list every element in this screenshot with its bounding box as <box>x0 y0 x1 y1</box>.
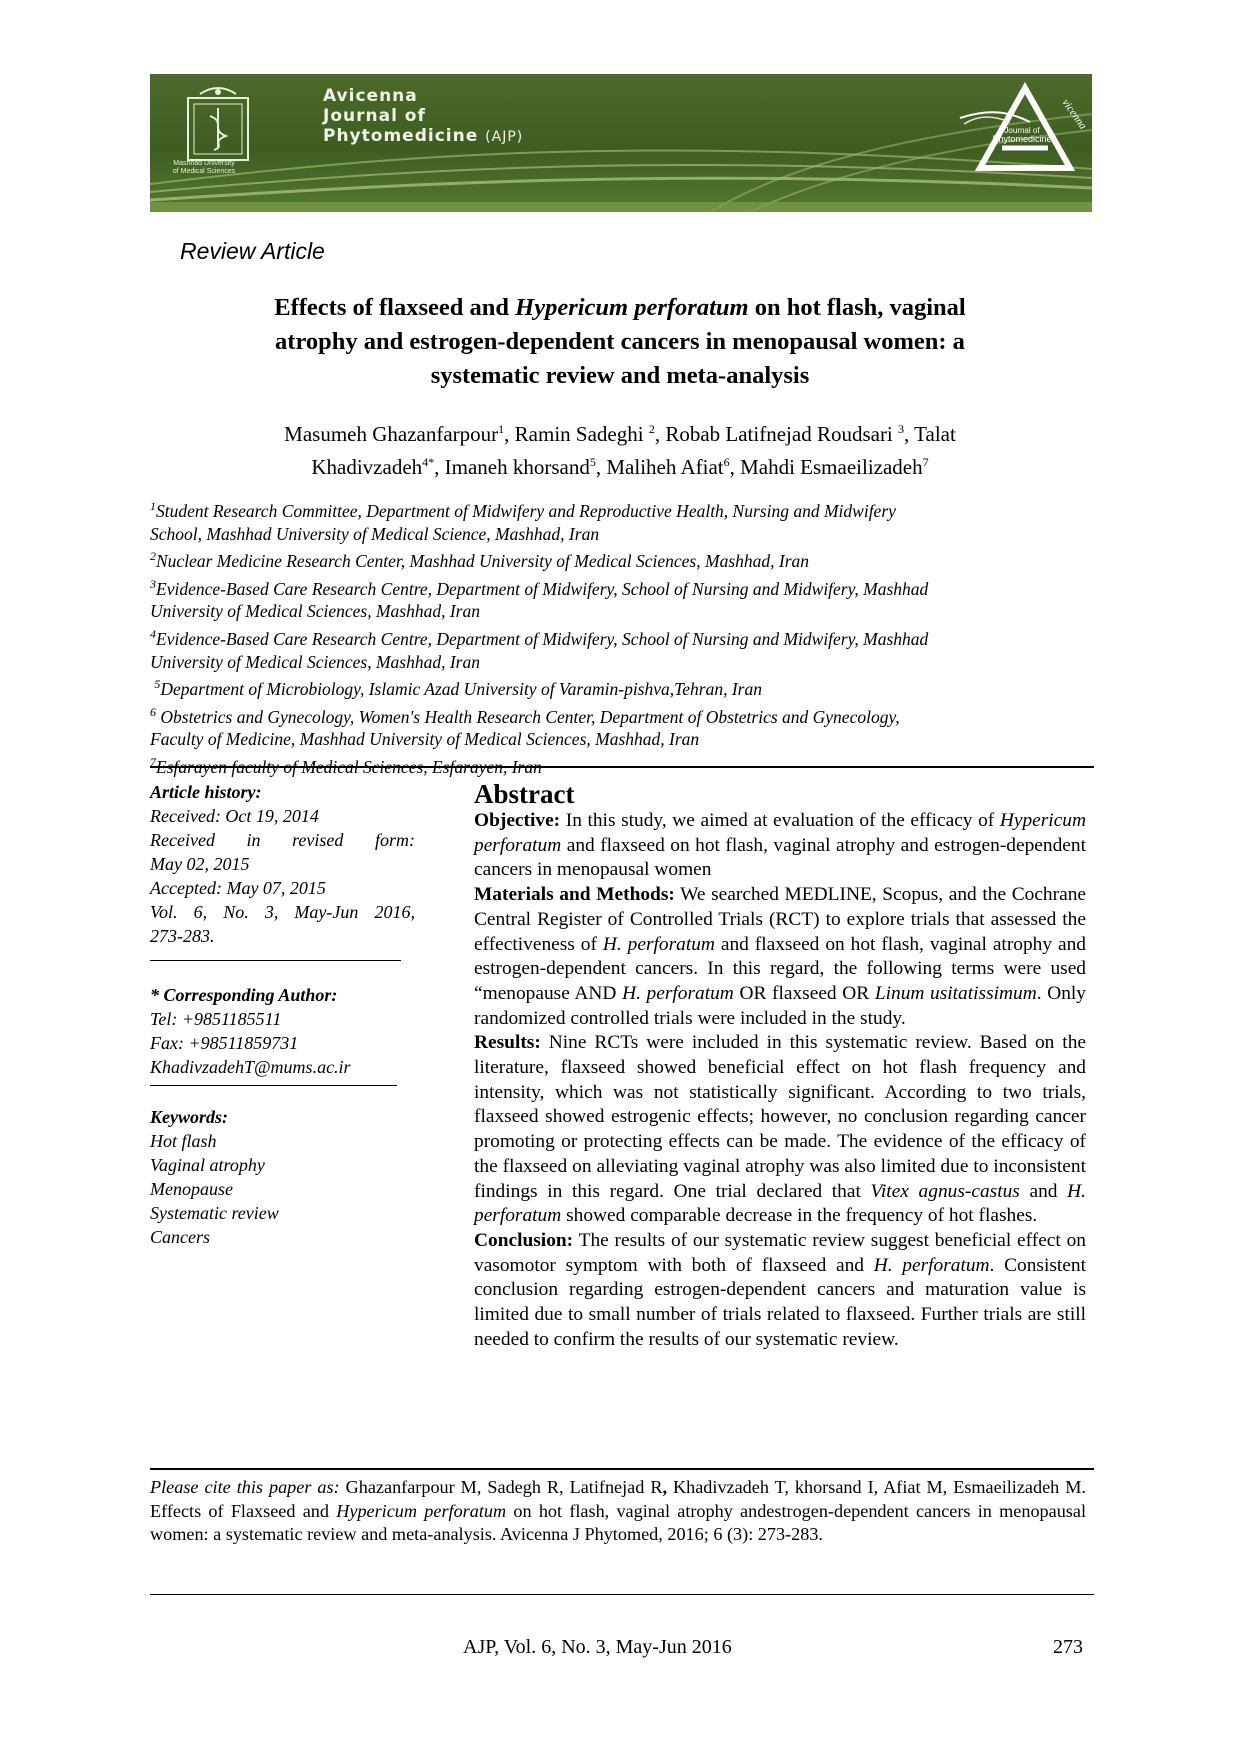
affiliation-item: $^6$ Obstetrics and Gynecology, Women's Health Research Center, Department of Obstetrics and Gynecology, <box>150 704 900 727</box>
volume-info: Vol. 6, No. 3, May-Jun 2016, <box>150 902 415 922</box>
sidebar-divider <box>150 960 401 961</box>
abstract-conclusion: Conclusion: The results of our systematic review suggest beneficial effect on vasomotor symptom with both of flaxseed and H. perforatum. Consistent conclusion regarding estrogen-dependent cancers and maturation value is limited due to small number of trials related to flaxseed. Further trials are still needed to confirm the results of our systematic review. <box>474 1229 1086 1350</box>
affiliation-item: University of Medical Sciences, Mashhad, Iran <box>150 651 480 672</box>
journal-banner <box>150 74 1092 212</box>
affiliation-item: $^2$Nuclear Medicine Research Center, Mashhad University of Medical Sciences, Mashhad, Iran <box>150 549 810 572</box>
journal-logo-arc-text: vicenna <box>1059 96 1089 132</box>
affiliation-item: $^7$Esfarayen faculty of Medical Sciences, Esfarayen, Iran <box>150 755 542 777</box>
author-name: Maliheh Afiat <box>606 455 724 479</box>
article-title: Effects of flaxseed and Hypericum perforatum on hot flash, vaginal atrophy and estrogen-dependent cancers in menopausal women: a systematic review and meta-analysis <box>274 294 966 389</box>
article-history-heading: Article history: <box>150 782 262 802</box>
article-type-label: Review Article <box>180 238 325 264</box>
affiliation-item: $^1$Student Research Committee, Department of Midwifery and Reproductive Health, Nursing and Midwifery <box>150 499 896 521</box>
keyword-item: Hot flash <box>150 1131 217 1151</box>
affiliation-item: $^5$Department of Microbiology, Islamic Azad University of Varamin-pishva,Tehran, Iran <box>154 677 762 700</box>
affiliation-item: University of Medical Sciences, Mashhad, Iran <box>150 601 480 622</box>
fax: Fax: +98511859731 <box>150 1033 299 1053</box>
affiliation-item: School, Mashhad University of Medical Science, Mashhad, Iran <box>150 523 600 544</box>
page-range: 273-283. <box>150 926 215 946</box>
email-link[interactable]: KhadivzadehT@mums.ac.ir <box>150 1057 351 1077</box>
telephone: Tel: +9851185511 <box>150 1009 282 1029</box>
affiliation-item: Faculty of Medicine, Mashhad University of Medical Sciences, Mashhad, Iran <box>150 729 700 750</box>
affiliation-item: $^3$Evidence-Based Care Research Centre, Department of Midwifery, School of Nursing and Midwifery, Mashhad <box>150 576 929 599</box>
received-date: Received: Oct 19, 2014 <box>150 806 319 826</box>
university-logo-text: Mashhad University of Medical Sciences <box>172 160 236 175</box>
author-name: Robab Latifnejad Roudsari <box>665 422 899 446</box>
abstract-heading: Abstract <box>474 779 575 809</box>
footer-journal-info: AJP, Vol. 6, No. 3, May-Jun 2016 <box>463 1636 732 1658</box>
author-name: Ramin Sadeghi <box>514 422 649 446</box>
keyword-item: Menopause <box>150 1179 233 1199</box>
section-divider <box>150 1468 1094 1470</box>
abstract-body <box>474 809 1086 1352</box>
sidebar-divider <box>150 1085 397 1086</box>
author-name: Mahdi Esmaeilizadeh <box>740 455 923 479</box>
keyword-item: Vaginal atrophy <box>150 1155 265 1175</box>
author-name: Masumeh Ghazanfarpour <box>284 422 499 446</box>
citation-divider <box>150 1594 1094 1595</box>
abstract-objective: Objective: In this study, we aimed at evaluation of the efficacy of Hypericum perforatum and flaxseed on hot flash, vaginal atrophy and estrogen-dependent cancers in menopausal women <box>474 810 1086 881</box>
abstract-methods: Materials and Methods: We searched MEDLINE, Scopus, and the Cochrane Central Register of Controlled Trials (RCT) to explore trials that assessed the effectiveness of H. perforatum and flaxseed on hot flash, vaginal atrophy and estrogen-dependent cancers. In this regard, the following terms were used “menopause AND H. perforatum OR flaxseed OR Linum usitatissimum. Only randomized controlled trials were included in the study. <box>474 884 1086 1029</box>
citation-label: Please cite this paper as: <box>150 1477 340 1497</box>
accepted-date: Accepted: May 07, 2015 <box>150 878 326 898</box>
affiliation-list <box>150 495 1090 779</box>
citation-block: Please cite this paper as: Ghazanfarpour M, Sadegh R, Latifnejad R, Khadivzadeh T, khorsand I, Afiat M, Esmaeilizadeh M. Effects of Flaxseed and Hypericum perforatum on hot flash, vaginal atrophy andestrogen-dependent cancers in menopausal women: a systematic review and meta-analysis. Avicenna J Phytomed, 2016; 6 (3): 273-283. <box>150 1477 1087 1544</box>
journal-banner-title: Avicenna Journal of Phytomedicine (AJP) <box>323 86 524 146</box>
university-seal-logo <box>170 84 266 196</box>
page-number: 273 <box>1053 1636 1083 1658</box>
revised-label: Received in revised form: <box>150 830 415 850</box>
revised-date: May 02, 2015 <box>150 854 250 874</box>
corresponding-author-heading: * Corresponding Author: <box>150 985 338 1005</box>
journal-logo-text: Journal of Phytomedicine <box>992 126 1052 144</box>
keyword-item: Systematic review <box>150 1203 279 1223</box>
keyword-item: Cancers <box>150 1227 210 1247</box>
author-name: Imaneh khorsand <box>444 455 590 479</box>
keywords-heading: Keywords: <box>150 1107 228 1127</box>
affiliation-item: $^4$Evidence-Based Care Research Centre, Department of Midwifery, School of Nursing and Midwifery, Mashhad <box>150 627 929 649</box>
section-divider <box>150 766 1094 768</box>
article-info-sidebar <box>150 780 415 1249</box>
author-list: Masumeh Ghazanfarpour$^1$, Ramin Sadeghi $^2$, Robab Latifnejad Roudsari $^3$, Talat Khadivzadeh$^{4*}$, Imaneh khorsand$^5$, Maliheh Afiat$^6$, Mahdi Esmaeilizadeh$^7$ <box>284 422 956 479</box>
abstract-results: Results: Nine RCTs were included in this systematic review. Based on the literature, flaxseed showed beneficial effect on hot flash frequency and intensity, which was not statistically significant. According to two trials, flaxseed showed estrogenic effects; however, no conclusion regarding cancer promoting or protecting effects can be made. The evidence of the efficacy of the flaxseed on alleviating vaginal atrophy was also limited due to inconsistent findings in this regard. One trial declared that Vitex agnus-castus and H. perforatum showed comparable decrease in the frequency of hot flashes. <box>474 1032 1086 1227</box>
